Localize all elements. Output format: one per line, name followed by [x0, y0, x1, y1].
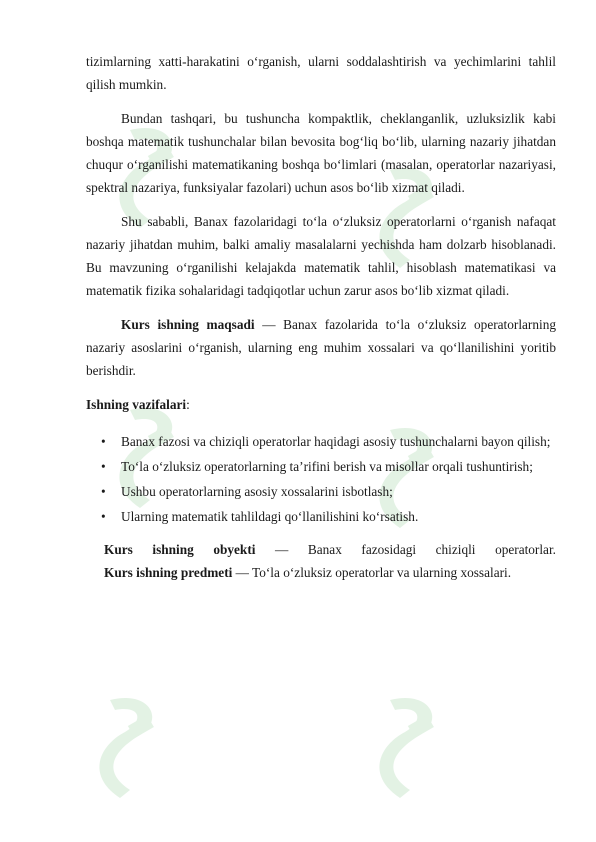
list-item-text: Ularning matematik tahlildagi qo‘llanilishini ko‘rsatish. — [121, 509, 419, 524]
paragraph-continuation: tizimlarning xatti-harakatini o‘rganish, ularni soddalashtirish va yechimlarini tahlil qilish mumkin. — [86, 54, 556, 92]
body-text — [86, 50, 556, 584]
paragraph-significance: Bundan tashqari, bu tushuncha kompaktlik, cheklanganlik, uzluksizlik kabi boshqa matematik tushunchalar bilan bevosita bog‘liq bo‘lib, ularning nazariy jihatdan chuqur o‘rganilishi matematikaning boshqa bo‘limlari (masalan, operatorlar nazariyasi, spektral nazariya, funksiyalar fazolari) uchun asos bo‘lib xizmat qiladi. — [86, 111, 556, 195]
list-item — [86, 430, 556, 453]
bullet-icon: • — [101, 509, 106, 524]
bullet-icon: • — [101, 434, 106, 449]
list-item-text: Banax fazosi va chiziqli operatorlar haqidagi asosiy tushunchalarni bayon qilish; — [121, 434, 551, 449]
object-text: — Banax fazosidagi chiziqli operatorlar. — [255, 542, 556, 557]
goal-text: — Banax fazolarida to‘la o‘zluksiz operatorlarning nazariy asoslarini o‘rganish, ularning eng muhim xossalari va qo‘llanilishini yoritib berishdir. — [86, 317, 556, 378]
list-item-text: Ushbu operatorlarning asosiy xossalarini isbotlash; — [121, 484, 393, 499]
watermark-logo-icon — [90, 690, 170, 800]
tasks-colon: : — [186, 397, 190, 412]
tasks-heading — [86, 393, 556, 416]
object-label: Kurs ishning obyekti — [104, 542, 256, 557]
paragraph-relevance: Shu sababli, Banax fazolaridagi to‘la o‘zluksiz operatorlarni o‘rganish nafaqat nazariy jihatdan muhim, balki amaliy masalalarni yechishda ham dolzarb hisoblanadi. Bu mavzuning o‘rganilishi kelajakda matematik tahlil, hisoblash matematikasi va matematik fizika sohalaridagi tadqiqotlar uchun zarur asos bo‘lib xizmat qiladi. — [86, 214, 556, 298]
tasks-label: Ishning vazifalari — [86, 397, 187, 412]
list-item-text: To‘la o‘zluksiz operatorlarning ta’rifini berish va misollar orqali tushuntirish; — [121, 459, 533, 474]
object-paragraph — [86, 538, 556, 561]
subject-paragraph — [86, 561, 556, 584]
list-item — [86, 505, 556, 528]
bullet-icon: • — [101, 484, 106, 499]
list-item — [86, 455, 556, 478]
watermark-logo-icon — [370, 690, 450, 800]
goal-paragraph — [86, 313, 556, 382]
bullet-icon: • — [101, 459, 106, 474]
tasks-list — [86, 430, 556, 528]
list-item — [86, 480, 556, 503]
goal-label: Kurs ishning maqsadi — [121, 317, 255, 332]
subject-text: — To‘la o‘zluksiz operatorlar va ularning xossalari. — [232, 565, 512, 580]
subject-label: Kurs ishning predmeti — [104, 565, 233, 580]
